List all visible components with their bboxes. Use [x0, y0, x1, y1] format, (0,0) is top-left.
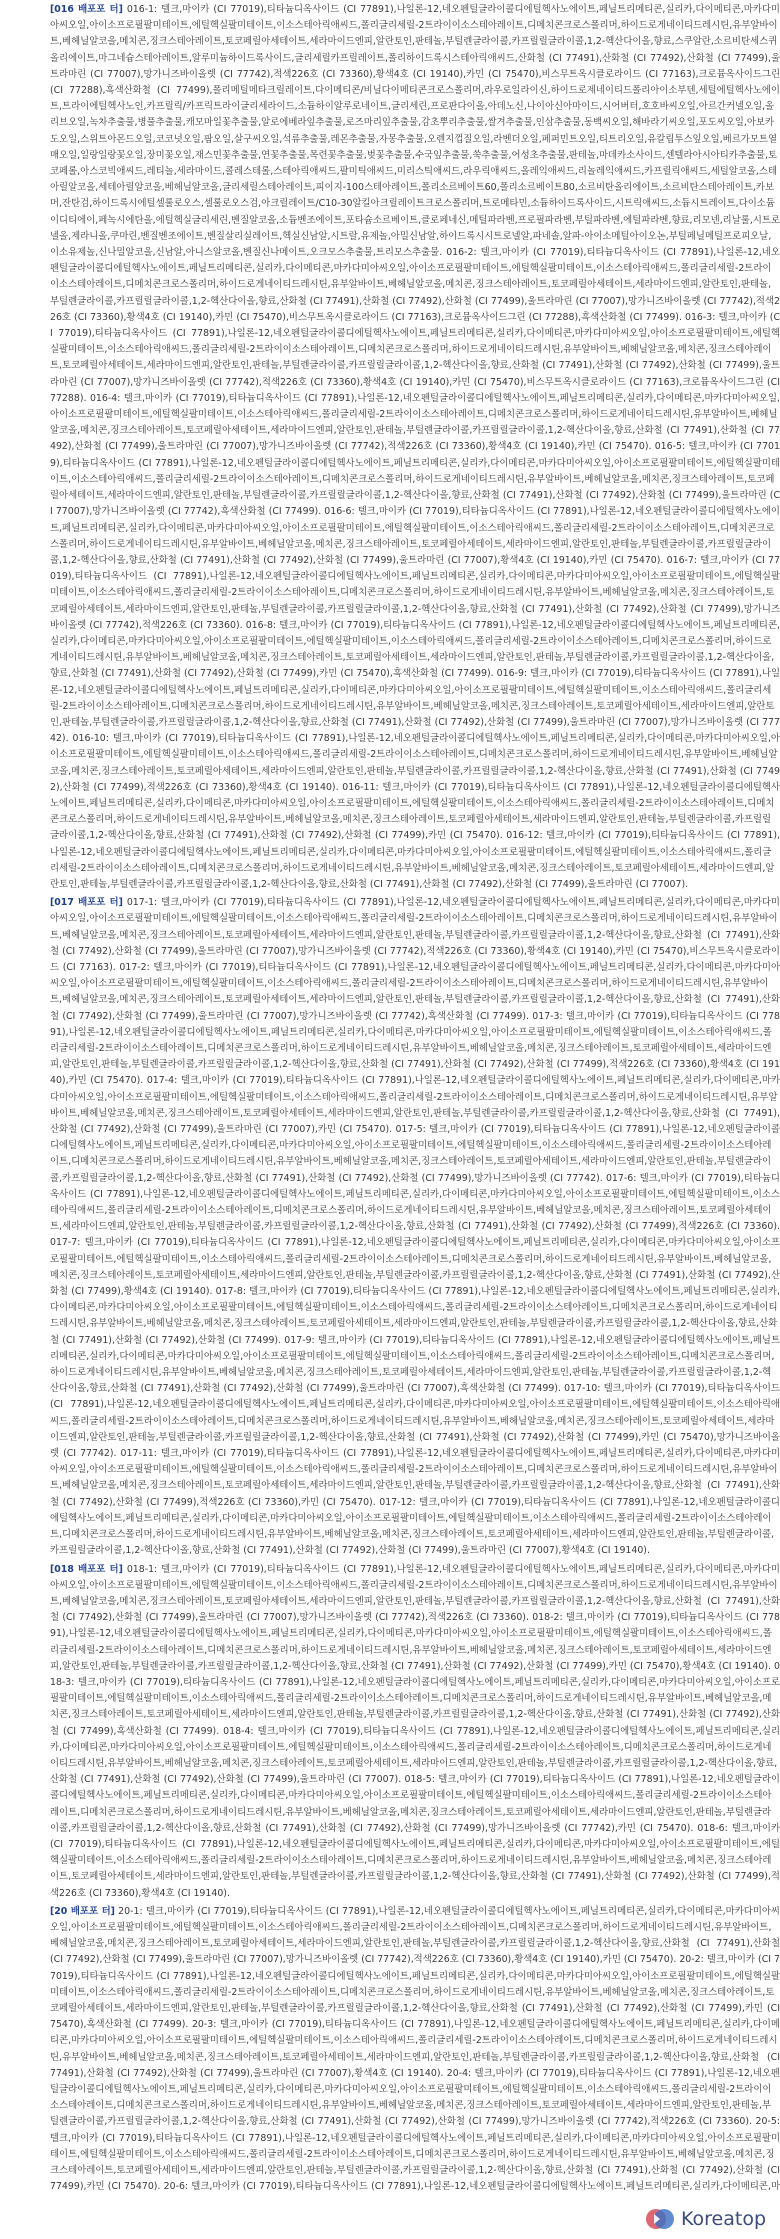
koreatop-logo-icon: [645, 2205, 675, 2233]
block-header: [017 배포포 터]: [50, 897, 123, 909]
ingredient-block-018: [50, 1562, 780, 1902]
block-body: 20-1: 텔크,마이카 (CI 77019),티타늄디옥사이드 (CI 77891),나일론-12,네오펜틸글라이콜디에틸헥사노에이트,페닐트리메티콘,실리카,다이메티콘,마카다미아씨오일,아이소프로필팔미테이트,에틸헥실팔미테이트,이소스테아릭애씨드,폴리글리세릴-2트라이이소스테아레이트,디메치콘크로스폴리머,하이드로게네이티드레시틴,유부알바이트,베헤닐알코올,메치콘,징크스테아레이트,토코페릴아세테이트,세라마이드엔피,알란토인,판테놀,부틸렌글라이콜,카프릴릴글라이콜,1,2-헥산다이올,향료,산화철 (CI 77491),산화철 (CI 77492),산화철 (CI 77499),울트라마린 (CI 77007),망가니즈바이올렛 (CI 77742),적색226호 (CI 73360),황색4호 (CI 19140),카민 (CI 75470). 20-2: 텔크,마이카 (CI 77019),티타늄디옥사이드 (CI 77891),나일론-12,네오펜틸글라이콜디에틸헥사노에이트,페닐트리메티콘,실리카,다이메티콘,마카다미아씨오일,아이소프로필팔미테이트,에틸헥실팔미테이트,이소스테아릭애씨드,폴리글리세릴-2트라이이소스테아레이트,디메치콘크로스폴리머,하이드로게네이티드레시틴,유부알바이트,베헤닐알코올,메치콘,징크스테아레이트,토코페릴아세테이트,세라마이드엔피,알란토인,판테놀,부틸렌글라이콜,카프릴릴글라이콜,1,2-헥산다이올,향료,산화철 (CI 77491),산화철 (CI 77492),산화철 (CI 77499),카민 (CI 75470),흑색산화철 (CI 77499). 20-3: 텔크,마이카 (CI 77019),티타늄디옥사이드 (CI 77891),나일론-12,네오펜틸글라이콜디에틸헥사노에이트,페닐트리메티콘,실리카,다이메티콘,마카다미아씨오일,아이소프로필팔미테이트,에틸헥실팔미테이트,이소스테아릭애씨드,폴리글리세릴-2트라이이소스테아레이트,디메치콘크로스폴리머,하이드로게네이티드레시틴,유부알바이트,베헤닐알코올,메치콘,징크스테아레이트,토코페릴아세테이트,세라마이드엔피,알란토인,판테놀,부틸렌글라이콜,카프릴릴글라이콜,1,2-헥산다이올,향료,산화철 (CI 77491),산화철 (CI 77492),산화철 (CI 77499),울트라마린 (CI 77007),황색4호 (CI 19140). 20-4: 텔크,마이카 (CI 77019),티타늄디옥사이드 (CI 77891),나일론-12,네오펜틸글라이콜디에틸헥사노에이트,페닐트리메티콘,실리카,다이메티콘,마카다미아씨오일,아이소프로필팔미테이트,에틸헥실팔미테이트,이소스테아릭애씨드,폴리글리세릴-2트라이이소스테아레이트,디메치콘크로스폴리머,하이드로게네이티드레시틴,유부알바이트,베헤닐알코올,메치콘,징크스테아레이트,토코페릴아세테이트,세라마이드엔피,알란토인,판테놀,부틸렌글라이콜,카프릴릴글라이콜,1,2-헥산다이올,향료,산화철 (CI 77491),산화철 (CI 77492),산화철 (CI 77499),망가니즈바이올렛 (CI 77742),적색226호 (CI 73360). 20-5: 텔크,마이카 (CI 77019),티타늄디옥사이드 (CI 77891),나일론-12,네오펜틸글라이콜디에틸헥사노에이트,페닐트리메티콘,실리카,다이메티콘,마카다미아씨오일,아이소프로필팔미테이트,에틸헥실팔미테이트,이소스테아릭애씨드,폴리글리세릴-2트라이이소스테아레이트,디메치콘크로스폴리머,하이드로게네이티드레시틴,유부알바이트,베헤닐알코올,메치콘,징크스테아레이트,토코페릴아세테이트,세라마이드엔피,알란토인,판테놀,부틸렌글라이콜,카프릴릴글라이콜,1,2-헥산다이올,향료,산화철 (CI 77491),산화철 (CI 77492),산화철 (CI 77499),카민 (CI 75470). 20-6: 텔크,마이카 (CI 77019),티타늄디옥사이드 (CI 77891),나일론-12,네오펜틸글라이콜디에틸헥사노에이트,페닐트리메티콘,실리카,다이메티콘,마: [50, 1905, 780, 2192]
ingredient-block-016: [50, 2, 780, 893]
ingredient-block-017: [50, 895, 780, 1559]
koreatop-watermark: [645, 2205, 766, 2233]
block-body: 018-1: 텔크,마이카 (CI 77019),티타늄디옥사이드 (CI 77891),나일론-12,네오펜틸글라이콜디에틸헥사노에이트,페닐트리메티콘,실리카,다이메티콘,마카다미아씨오일,아이소프로필팔미테이트,에틸헥실팔미테이트,이소스테아릭애씨드,폴리글리세릴-2트라이이소스테아레이트,디메치콘크로스폴리머,하이드로게네이티드레시틴,유부알바이트,베헤닐알코올,메치콘,징크스테아레이트,토코페릴아세테이트,세라마이드엔피,알란토인,판테놀,부틸렌글라이콜,카프릴릴글라이콜,1,2-헥산다이올,향료,산화철 (CI 77491),산화철 (CI 77492),산화철 (CI 77499),울트라마린 (CI 77007),망가니즈바이올렛 (CI 77742),적색226호 (CI 73360). 018-2: 텔크,마이카 (CI 77019),티타늄디옥사이드 (CI 77891),나일론-12,네오펜틸글라이콜디에틸헥사노에이트,페닐트리메티콘,실리카,다이메티콘,마카다미아씨오일,아이소프로필팔미테이트,에틸헥실팔미테이트,이소스테아릭애씨드,폴리글리세릴-2트라이이소스테아레이트,디메치콘크로스폴리머,하이드로게네이티드레시틴,유부알바이트,베헤닐알코올,메치콘,징크스테아레이트,토코페릴아세테이트,세라마이드엔피,알란토인,판테놀,부틸렌글라이콜,카프릴릴글라이콜,1,2-헥산다이올,향료,산화철 (CI 77491),산화철 (CI 77492),산화철 (CI 77499),카민 (CI 75470),황색4호 (CI 19140). 018-3: 텔크,마이카 (CI 77019),티타늄디옥사이드 (CI 77891),나일론-12,네오펜틸글라이콜디에틸헥사노에이트,페닐트리메티콘,실리카,다이메티콘,마카다미아씨오일,아이소프로필팔미테이트,에틸헥실팔미테이트,이소스테아릭애씨드,폴리글리세릴-2트라이이소스테아레이트,디메치콘크로스폴리머,하이드로게네이티드레시틴,유부알바이트,베헤닐알코올,메치콘,징크스테아레이트,토코페릴아세테이트,세라마이드엔피,알란토인,판테놀,부틸렌글라이콜,카프릴릴글라이콜,1,2-헥산다이올,향료,산화철 (CI 77491),산화철 (CI 77492),산화철 (CI 77499),흑색산화철 (CI 77499). 018-4: 텔크,마이카 (CI 77019),티타늄디옥사이드 (CI 77891),나일론-12,네오펜틸글라이콜디에틸헥사노에이트,페닐트리메티콘,실리카,다이메티콘,마카다미아씨오일,아이소프로필팔미테이트,에틸헥실팔미테이트,이소스테아릭애씨드,폴리글리세릴-2트라이이소스테아레이트,디메치콘크로스폴리머,하이드로게네이티드레시틴,유부알바이트,베헤닐알코올,메치콘,징크스테아레이트,토코페릴아세테이트,세라마이드엔피,알란토인,판테놀,부틸렌글라이콜,카프릴릴글라이콜,1,2-헥산다이올,향료,산화철 (CI 77491),산화철 (CI 77492),산화철 (CI 77499),울트라마린 (CI 77007). 018-5: 텔크,마이카 (CI 77019),티타늄디옥사이드 (CI 77891),나일론-12,네오펜틸글라이콜디에틸헥사노에이트,페닐트리메티콘,실리카,다이메티콘,마카다미아씨오일,아이소프로필팔미테이트,에틸헥실팔미테이트,이소스테아릭애씨드,폴리글리세릴-2트라이이소스테아레이트,디메치콘크로스폴리머,하이드로게네이티드레시틴,유부알바이트,베헤닐알코올,메치콘,징크스테아레이트,토코페릴아세테이트,세라마이드엔피,알란토인,판테놀,부틸렌글라이콜,카프릴릴글라이콜,1,2-헥산다이올,향료,산화철 (CI 77491),산화철 (CI 77492),산화철 (CI 77499),망가니즈바이올렛 (CI 77742),카민 (CI 75470). 018-6: 텔크,마이카 (CI 77019),티타늄디옥사이드 (CI 77891),나일론-12,네오펜틸글라이콜디에틸헥사노에이트,페닐트리메티콘,실리카,다이메티콘,마카다미아씨오일,아이소프로필팔미테이트,에틸헥실팔미테이트,이소스테아릭애씨드,폴리글리세릴-2트라이이소스테아레이트,디메치콘크로스폴리머,하이드로게네이티드레시틴,유부알바이트,베헤닐알코올,메치콘,징크스테아레이트,토코페릴아세테이트,세라마이드엔피,알란토인,판테놀,부틸렌글라이콜,카프릴릴글라이콜,1,2-헥산다이올,향료,산화철 (CI 77491),산화철 (CI 77492),산화철 (CI 77499),적색226호 (CI 73360),황색4호 (CI 19140).: [50, 1563, 780, 1899]
block-body: 017-1: 텔크,마이카 (CI 77019),티타늄디옥사이드 (CI 77891),나일론-12,네오펜틸글라이콜디에틸헥사노에이트,페닐트리메티콘,실리카,다이메티콘,마카다미아씨오일,아이소프로필팔미테이트,에틸헥실팔미테이트,이소스테아릭애씨드,폴리글리세릴-2트라이이소스테아레이트,디메치콘크로스폴리머,하이드로게네이티드레시틴,유부알바이트,베헤닐알코올,메치콘,징크스테아레이트,토코페릴아세테이트,세라마이드엔피,알란토인,판테놀,부틸렌글라이콜,카프릴릴글라이콜,1,2-헥산다이올,향료,산화철 (CI 77491),산화철 (CI 77492),산화철 (CI 77499),울트라마린 (CI 77007),망가니즈바이올렛 (CI 77742),적색226호 (CI 73360),황색4호 (CI 19140),카민 (CI 75470),비스무트옥시클로라이드 (CI 77163). 017-2: 텔크,마이카 (CI 77019),티타늄디옥사이드 (CI 77891),나일론-12,네오펜틸글라이콜디에틸헥사노에이트,페닐트리메티콘,실리카,다이메티콘,마카다미아씨오일,아이소프로필팔미테이트,에틸헥실팔미테이트,이소스테아릭애씨드,폴리글리세릴-2트라이이소스테아레이트,디메치콘크로스폴리머,하이드로게네이티드레시틴,유부알바이트,베헤닐알코올,메치콘,징크스테아레이트,토코페릴아세테이트,세라마이드엔피,알란토인,판테놀,부틸렌글라이콜,카프릴릴글라이콜,1,2-헥산다이올,향료,산화철 (CI 77491),산화철 (CI 77492),산화철 (CI 77499),울트라마린 (CI 77007),망가니즈바이올렛 (CI 77742),흑색산화철 (CI 77499). 017-3: 텔크,마이카 (CI 77019),티타늄디옥사이드 (CI 77891),나일론-12,네오펜틸글라이콜디에틸헥사노에이트,페닐트리메티콘,실리카,다이메티콘,마카다미아씨오일,아이소프로필팔미테이트,에틸헥실팔미테이트,이소스테아릭애씨드,폴리글리세릴-2트라이이소스테아레이트,디메치콘크로스폴리머,하이드로게네이티드레시틴,유부알바이트,베헤닐알코올,메치콘,징크스테아레이트,토코페릴아세테이트,세라마이드엔피,알란토인,판테놀,부틸렌글라이콜,카프릴릴글라이콜,1,2-헥산다이올,향료,산화철 (CI 77491),산화철 (CI 77492),산화철 (CI 77499),적색226호 (CI 73360),황색4호 (CI 19140),카민 (CI 75470). 017-4: 텔크,마이카 (CI 77019),티타늄디옥사이드 (CI 77891),나일론-12,네오펜틸글라이콜디에틸헥사노에이트,페닐트리메티콘,실리카,다이메티콘,마카다미아씨오일,아이소프로필팔미테이트,에틸헥실팔미테이트,이소스테아릭애씨드,폴리글리세릴-2트라이이소스테아레이트,디메치콘크로스폴리머,하이드로게네이티드레시틴,유부알바이트,베헤닐알코올,메치콘,징크스테아레이트,토코페릴아세테이트,세라마이드엔피,알란토인,판테놀,부틸렌글라이콜,카프릴릴글라이콜,1,2-헥산다이올,향료,산화철 (CI 77491),산화철 (CI 77492),산화철 (CI 77499),울트라마린 (CI 77007),카민 (CI 75470). 017-5: 텔크,마이카 (CI 77019),티타늄디옥사이드 (CI 77891),나일론-12,네오펜틸글라이콜디에틸헥사노에이트,페닐트리메티콘,실리카,다이메티콘,마카다미아씨오일,아이소프로필팔미테이트,에틸헥실팔미테이트,이소스테아릭애씨드,폴리글리세릴-2트라이이소스테아레이트,디메치콘크로스폴리머,하이드로게네이티드레시틴,유부알바이트,베헤닐알코올,메치콘,징크스테아레이트,토코페릴아세테이트,세라마이드엔피,알란토인,판테놀,부틸렌글라이콜,카프릴릴글라이콜,1,2-헥산다이올,향료,산화철 (CI 77491),산화철 (CI 77492),산화철 (CI 77499),망가니즈바이올렛 (CI 77742). 017-6: 텔크,마이카 (CI 77019),티타늄디옥사이드 (CI 77891),나일론-12,네오펜틸글라이콜디에틸헥사노에이트,페닐트리메티콘,실리카,다이메티콘,마카다미아씨오일,아이소프로필팔미테이트,에틸헥실팔미테이트,이소스테아릭애씨드,폴리글리세릴-2트라이이소스테아레이트,디메치콘크로스폴리머,하이드로게네이티드레시틴,유부알바이트,베헤닐알코올,메치콘,징크스테아레이트,토코페릴아세테이트,세라마이드엔피,알란토인,판테놀,부틸렌글라이콜,카프릴릴글라이콜,1,2-헥산다이올,향료,산화철 (CI 77491),산화철 (CI 77492),산화철 (CI 77499),적색226호 (CI 73360). 017-7: 텔크,마이카 (CI 77019),티타늄디옥사이드 (CI 77891),나일론-12,네오펜틸글라이콜디에틸헥사노에이트,페닐트리메티콘,실리카,다이메티콘,마카다미아씨오일,아이소프로필팔미테이트,에틸헥실팔미테이트,이소스테아릭애씨드,폴리글리세릴-2트라이이소스테아레이트,디메치콘크로스폴리머,하이드로게네이티드레시틴,유부알바이트,베헤닐알코올,메치콘,징크스테아레이트,토코페릴아세테이트,세라마이드엔피,알란토인,판테놀,부틸렌글라이콜,카프릴릴글라이콜,1,2-헥산다이올,향료,산화철 (CI 77491),산화철 (CI 77492),산화철 (CI 77499),황색4호 (CI 19140). 017-8: 텔크,마이카 (CI 77019),티타늄디옥사이드 (CI 77891),나일론-12,네오펜틸글라이콜디에틸헥사노에이트,페닐트리메티콘,실리카,다이메티콘,마카다미아씨오일,아이소프로필팔미테이트,에틸헥실팔미테이트,이소스테아릭애씨드,폴리글리세릴-2트라이이소스테아레이트,디메치콘크로스폴리머,하이드로게네이티드레시틴,유부알바이트,베헤닐알코올,메치콘,징크스테아레이트,토코페릴아세테이트,세라마이드엔피,알란토인,판테놀,부틸렌글라이콜,카프릴릴글라이콜,1,2-헥산다이올,향료,산화철 (CI 77491),산화철 (CI 77492),산화철 (CI 77499). 017-9: 텔크,마이카 (CI 77019),티타늄디옥사이드 (CI 77891),나일론-12,네오펜틸글라이콜디에틸헥사노에이트,페닐트리메티콘,실리카,다이메티콘,마카다미아씨오일,아이소프로필팔미테이트,에틸헥실팔미테이트,이소스테아릭애씨드,폴리글리세릴-2트라이이소스테아레이트,디메치콘크로스폴리머,하이드로게네이티드레시틴,유부알바이트,베헤닐알코올,메치콘,징크스테아레이트,토코페릴아세테이트,세라마이드엔피,알란토인,판테놀,부틸렌글라이콜,카프릴릴글라이콜,1,2-헥산다이올,향료,산화철 (CI 77491),산화철 (CI 77492),산화철 (CI 77499),울트라마린 (CI 77007),흑색산화철 (CI 77499). 017-10: 텔크,마이카 (CI 77019),티타늄디옥사이드 (CI 77891),나일론-12,네오펜틸글라이콜디에틸헥사노에이트,페닐트리메티콘,실리카,다이메티콘,마카다미아씨오일,아이소프로필팔미테이트,에틸헥실팔미테이트,이소스테아릭애씨드,폴리글리세릴-2트라이이소스테아레이트,디메치콘크로스폴리머,하이드로게네이티드레시틴,유부알바이트,베헤닐알코올,메치콘,징크스테아레이트,토코페릴아세테이트,세라마이드엔피,알란토인,판테놀,부틸렌글라이콜,카프릴릴글라이콜,1,2-헥산다이올,향료,산화철 (CI 77491),산화철 (CI 77492),산화철 (CI 77499),카민 (CI 75470),망가니즈바이올렛 (CI 77742). 017-11: 텔크,마이카 (CI 77019),티타늄디옥사이드 (CI 77891),나일론-12,네오펜틸글라이콜디에틸헥사노에이트,페닐트리메티콘,실리카,다이메티콘,마카다미아씨오일,아이소프로필팔미테이트,에틸헥실팔미테이트,이소스테아릭애씨드,폴리글리세릴-2트라이이소스테아레이트,디메치콘크로스폴리머,하이드로게네이티드레시틴,유부알바이트,베헤닐알코올,메치콘,징크스테아레이트,토코페릴아세테이트,세라마이드엔피,알란토인,판테놀,부틸렌글라이콜,카프릴릴글라이콜,1,2-헥산다이올,향료,산화철 (CI 77491),산화철 (CI 77492),산화철 (CI 77499),적색226호 (CI 73360),카민 (CI 75470). 017-12: 텔크,마이카 (CI 77019),티타늄디옥사이드 (CI 77891),나일론-12,네오펜틸글라이콜디에틸헥사노에이트,페닐트리메티콘,실리카,다이메티콘,마카다미아씨오일,아이소프로필팔미테이트,에틸헥실팔미테이트,이소스테아릭애씨드,폴리글리세릴-2트라이이소스테아레이트,디메치콘크로스폴리머,하이드로게네이티드레시틴,유부알바이트,베헤닐알코올,메치콘,징크스테아레이트,토코페릴아세테이트,세라마이드엔피,알란토인,판테놀,부틸렌글라이콜,카프릴릴글라이콜,1,2-헥산다이올,향료,산화철 (CI 77491),산화철 (CI 77492),산화철 (CI 77499),울트라마린 (CI 77007),황색4호 (CI 19140).: [50, 897, 780, 1557]
block-header: [018 배포포 터]: [50, 1563, 123, 1575]
block-header: [20 배포포 터]: [50, 1905, 115, 1917]
block-body: 016-1: 텔크,마이카 (CI 77019),티타늄디옥사이드 (CI 77891),나일론-12,네오펜틸글라이콜디에틸헥사노에이트,페닐트리메티콘,실리카,다이메티콘,마카다미아씨오일,아이소프로필팔미테이트,에틸헥실팔미테이트,이소스테아릭애씨드,폴리글리세릴-2트라이이소스테아레이트,디메치콘크로스폴리머,하이드로게네이티드레시틴,유부알바이트,베헤닐알코올,메치콘,징크스테아레이트,토코페릴아세테이트,세라마이드엔피,알란토인,판테놀,부틸렌글라이콜,카프릴릴글라이콜,1,2-헥산다이올,향료,스쿠알란,소르비탄세스퀴올리에이트,마그네슘스테아레이트,알루미늄하이드록사이드,글리세릴카프릴레이트,폴리하이드록시스테아릭애씨드,산화철 (CI 77491),산화철 (CI 77492),산화철 (CI 77499),울트라마린 (CI 77007),망가니즈바이올렛 (CI 77742),적색226호 (CI 73360),황색4호 (CI 19140),카민 (CI 75470),비스무트옥시클로라이드 (CI 77163),크로뮴옥사이드그린 (CI 77288),흑색산화철 (CI 77499),폴리메틸메타크릴레이트,다이메티콘/비닐다이메티콘크로스폴리머,라우로일라이신,하이드로제네이티드폴리아이소부텐,세틸에틸헥사노에이트,트라이에틸헥사노인,카프릴릭/카프릭트라이글리세라이드,소듐하이알루로네이트,글리세린,프로판다이올,아데노신,나이아신아마이드,시어버터,호호바씨오일,아르간커넬오일,올리브오일,녹차추출물,병풀추출물,캐모마일꽃추출물,알로에베라잎추출물,로즈마리잎추출물,감초뿌리추출물,쌀겨추출물,인삼추출물,동백씨오일,해바라기씨오일,포도씨오일,아보카도오일,스위트아몬드오일,코코넛오일,팜오일,살구씨오일,석류추출물,레몬추출물,자몽추출물,오렌지껍질오일,라벤더오일,페퍼민트오일,티트리오일,유칼립투스잎오일,베르가모트열매오일,일랑일랑꽃오일,장미꽃오일,재스민꽃추출물,연꽃추출물,목련꽃추출물,벚꽃추출물,수국잎추출물,쑥추출물,어성초추출물,판테놀,마데카소사이드,센텔라아시아티카추출물,토코페롤,아스코빅애씨드,레티놀,세라마이드,콜레스테롤,스테아릭애씨드,팔미틱애씨드,미리스틱애씨드,라우릭애씨드,올레익애씨드,리놀레익애씨드,카프릴릭애씨드,세틸알코올,스테아릴알코올,세테아릴알코올,베헤닐알코올,글리세릴스테아레이트,피이지-100스테아레이트,폴리소르베이트60,폴리소르베이트80,소르비탄올리에이트,소르비탄스테아레이트,카보머,잔탄검,하이드록시에틸셀룰로오스,셀룰로오스검,아크릴레이트/C10-30알킬아크릴레이트크로스폴리머,트로메타민,소듐하이드록사이드,시트릭애씨드,소듐시트레이트,다이소듐이디티에이,페녹시에탄올,에틸헥실글리세린,벤질알코올,소듐벤조에이트,포타슘소르베이트,클로페네신,메틸파라벤,프로필파라벤,부틸파라벤,에틸파라벤,향료,리모넨,리날룰,시트로넬올,제라니올,쿠마린,벤질벤조에이트,벤질살리실레이트,헥실신남알,시트랄,유제놀,아밀신남알,하이드록시시트로넬알,파네솔,알파-아이소메틸아이오논,부틸페닐메틸프로피오날,이소유제놀,신나밀알코올,신남알,아니스알코올,벤질신나메이트,오크모스추출물,트리모스추출물. 016-2: 텔크,마이카 (CI 77019),티타늄디옥사이드 (CI 77891),나일론-12,네오펜틸글라이콜디에틸헥사노에이트,페닐트리메티콘,실리카,다이메티콘,마카다미아씨오일,아이소프로필팔미테이트,에틸헥실팔미테이트,이소스테아릭애씨드,폴리글리세릴-2트라이이소스테아레이트,디메치콘크로스폴리머,하이드로게네이티드레시틴,유부알바이트,베헤닐알코올,메치콘,징크스테아레이트,토코페릴아세테이트,세라마이드엔피,알란토인,판테놀,부틸렌글라이콜,카프릴릴글라이콜,1,2-헥산다이올,향료,산화철 (CI 77491),산화철 (CI 77492),산화철 (CI 77499),울트라마린 (CI 77007),망가니즈바이올렛 (CI 77742),적색226호 (CI 73360),황색4호 (CI 19140),카민 (CI 75470),비스무트옥시클로라이드 (CI 77163),크로뮴옥사이드그린 (CI 77288),흑색산화철 (CI 77499). 016-3: 텔크,마이카 (CI 77019),티타늄디옥사이드 (CI 77891),나일론-12,네오펜틸글라이콜디에틸헥사노에이트,페닐트리메티콘,실리카,다이메티콘,마카다미아씨오일,아이소프로필팔미테이트,에틸헥실팔미테이트,이소스테아릭애씨드,폴리글리세릴-2트라이이소스테아레이트,디메치콘크로스폴리머,하이드로게네이티드레시틴,유부알바이트,베헤닐알코올,메치콘,징크스테아레이트,토코페릴아세테이트,세라마이드엔피,알란토인,판테놀,부틸렌글라이콜,카프릴릴글라이콜,1,2-헥산다이올,향료,산화철 (CI 77491),산화철 (CI 77492),산화철 (CI 77499),울트라마린 (CI 77007),망가니즈바이올렛 (CI 77742),적색226호 (CI 73360),황색4호 (CI 19140),카민 (CI 75470),비스무트옥시클로라이드 (CI 77163),크로뮴옥사이드그린 (CI 77288). 016-4: 텔크,마이카 (CI 77019),티타늄디옥사이드 (CI 77891),나일론-12,네오펜틸글라이콜디에틸헥사노에이트,페닐트리메티콘,실리카,다이메티콘,마카다미아씨오일,아이소프로필팔미테이트,에틸헥실팔미테이트,이소스테아릭애씨드,폴리글리세릴-2트라이이소스테아레이트,디메치콘크로스폴리머,하이드로게네이티드레시틴,유부알바이트,베헤닐알코올,메치콘,징크스테아레이트,토코페릴아세테이트,세라마이드엔피,알란토인,판테놀,부틸렌글라이콜,카프릴릴글라이콜,1,2-헥산다이올,향료,산화철 (CI 77491),산화철 (CI 77492),산화철 (CI 77499),울트라마린 (CI 77007),망가니즈바이올렛 (CI 77742),적색226호 (CI 73360),황색4호 (CI 19140),카민 (CI 75470). 016-5: 텔크,마이카 (CI 77019),티타늄디옥사이드 (CI 77891),나일론-12,네오펜틸글라이콜디에틸헥사노에이트,페닐트리메티콘,실리카,다이메티콘,마카다미아씨오일,아이소프로필팔미테이트,에틸헥실팔미테이트,이소스테아릭애씨드,폴리글리세릴-2트라이이소스테아레이트,디메치콘크로스폴리머,하이드로게네이티드레시틴,유부알바이트,베헤닐알코올,메치콘,징크스테아레이트,토코페릴아세테이트,세라마이드엔피,알란토인,판테놀,부틸렌글라이콜,카프릴릴글라이콜,1,2-헥산다이올,향료,산화철 (CI 77491),산화철 (CI 77492),산화철 (CI 77499),울트라마린 (CI 77007),망가니즈바이올렛 (CI 77742),흑색산화철 (CI 77499). 016-6: 텔크,마이카 (CI 77019),티타늄디옥사이드 (CI 77891),나일론-12,네오펜틸글라이콜디에틸헥사노에이트,페닐트리메티콘,실리카,다이메티콘,마카다미아씨오일,아이소프로필팔미테이트,에틸헥실팔미테이트,이소스테아릭애씨드,폴리글리세릴-2트라이이소스테아레이트,디메치콘크로스폴리머,하이드로게네이티드레시틴,유부알바이트,베헤닐알코올,메치콘,징크스테아레이트,토코페릴아세테이트,세라마이드엔피,알란토인,판테놀,부틸렌글라이콜,카프릴릴글라이콜,1,2-헥산다이올,향료,산화철 (CI 77491),산화철 (CI 77492),산화철 (CI 77499),울트라마린 (CI 77007),황색4호 (CI 19140),카민 (CI 75470). 016-7: 텔크,마이카 (CI 77019),티타늄디옥사이드 (CI 77891),나일론-12,네오펜틸글라이콜디에틸헥사노에이트,페닐트리메티콘,실리카,다이메티콘,마카다미아씨오일,아이소프로필팔미테이트,에틸헥실팔미테이트,이소스테아릭애씨드,폴리글리세릴-2트라이이소스테아레이트,디메치콘크로스폴리머,하이드로게네이티드레시틴,유부알바이트,베헤닐알코올,메치콘,징크스테아레이트,토코페릴아세테이트,세라마이드엔피,알란토인,판테놀,부틸렌글라이콜,카프릴릴글라이콜,1,2-헥산다이올,향료,산화철 (CI 77491),산화철 (CI 77492),산화철 (CI 77499),망가니즈바이올렛 (CI 77742),적색226호 (CI 73360). 016-8: 텔크,마이카 (CI 77019),티타늄디옥사이드 (CI 77891),나일론-12,네오펜틸글라이콜디에틸헥사노에이트,페닐트리메티콘,실리카,다이메티콘,마카다미아씨오일,아이소프로필팔미테이트,에틸헥실팔미테이트,이소스테아릭애씨드,폴리글리세릴-2트라이이소스테아레이트,디메치콘크로스폴리머,하이드로게네이티드레시틴,유부알바이트,베헤닐알코올,메치콘,징크스테아레이트,토코페릴아세테이트,세라마이드엔피,알란토인,판테놀,부틸렌글라이콜,카프릴릴글라이콜,1,2-헥산다이올,향료,산화철 (CI 77491),산화철 (CI 77492),산화철 (CI 77499),카민 (CI 75470),흑색산화철 (CI 77499). 016-9: 텔크,마이카 (CI 77019),티타늄디옥사이드 (CI 77891),나일론-12,네오펜틸글라이콜디에틸헥사노에이트,페닐트리메티콘,실리카,다이메티콘,마카다미아씨오일,아이소프로필팔미테이트,에틸헥실팔미테이트,이소스테아릭애씨드,폴리글리세릴-2트라이이소스테아레이트,디메치콘크로스폴리머,하이드로게네이티드레시틴,유부알바이트,베헤닐알코올,메치콘,징크스테아레이트,토코페릴아세테이트,세라마이드엔피,알란토인,판테놀,부틸렌글라이콜,카프릴릴글라이콜,1,2-헥산다이올,향료,산화철 (CI 77491),산화철 (CI 77492),산화철 (CI 77499),울트라마린 (CI 77007),망가니즈바이올렛 (CI 77742). 016-10: 텔크,마이카 (CI 77019),티타늄디옥사이드 (CI 77891),나일론-12,네오펜틸글라이콜디에틸헥사노에이트,페닐트리메티콘,실리카,다이메티콘,마카다미아씨오일,아이소프로필팔미테이트,에틸헥실팔미테이트,이소스테아릭애씨드,폴리글리세릴-2트라이이소스테아레이트,디메치콘크로스폴리머,하이드로게네이티드레시틴,유부알바이트,베헤닐알코올,메치콘,징크스테아레이트,토코페릴아세테이트,세라마이드엔피,알란토인,판테놀,부틸렌글라이콜,카프릴릴글라이콜,1,2-헥산다이올,향료,산화철 (CI 77491),산화철 (CI 77492),산화철 (CI 77499),적색226호 (CI 73360),황색4호 (CI 19140). 016-11: 텔크,마이카 (CI 77019),티타늄디옥사이드 (CI 77891),나일론-12,네오펜틸글라이콜디에틸헥사노에이트,페닐트리메티콘,실리카,다이메티콘,마카다미아씨오일,아이소프로필팔미테이트,에틸헥실팔미테이트,이소스테아릭애씨드,폴리글리세릴-2트라이이소스테아레이트,디메치콘크로스폴리머,하이드로게네이티드레시틴,유부알바이트,베헤닐알코올,메치콘,징크스테아레이트,토코페릴아세테이트,세라마이드엔피,알란토인,판테놀,부틸렌글라이콜,카프릴릴글라이콜,1,2-헥산다이올,향료,산화철 (CI 77491),산화철 (CI 77492),산화철 (CI 77499),카민 (CI 75470). 016-12: 텔크,마이카 (CI 77019),티타늄디옥사이드 (CI 77891),나일론-12,네오펜틸글라이콜디에틸헥사노에이트,페닐트리메티콘,실리카,다이메티콘,마카다미아씨오일,아이소프로필팔미테이트,에틸헥실팔미테이트,이소스테아릭애씨드,폴리글리세릴-2트라이이소스테아레이트,디메치콘크로스폴리머,하이드로게네이티드레시틴,유부알바이트,베헤닐알코올,메치콘,징크스테아레이트,토코페릴아세테이트,세라마이드엔피,알란토인,판테놀,부틸렌글라이콜,카프릴릴글라이콜,1,2-헥산다이올,향료,산화철 (CI 77491),산화철 (CI 77492),산화철 (CI 77499),울트라마린 (CI 77007).: [50, 4, 780, 890]
block-header: [016 배포포 터]: [50, 4, 123, 15]
ingredients-document: [50, 2, 780, 2192]
ingredient-block-20: [50, 1904, 780, 2192]
watermark-brand: Koreatop: [681, 2208, 766, 2230]
